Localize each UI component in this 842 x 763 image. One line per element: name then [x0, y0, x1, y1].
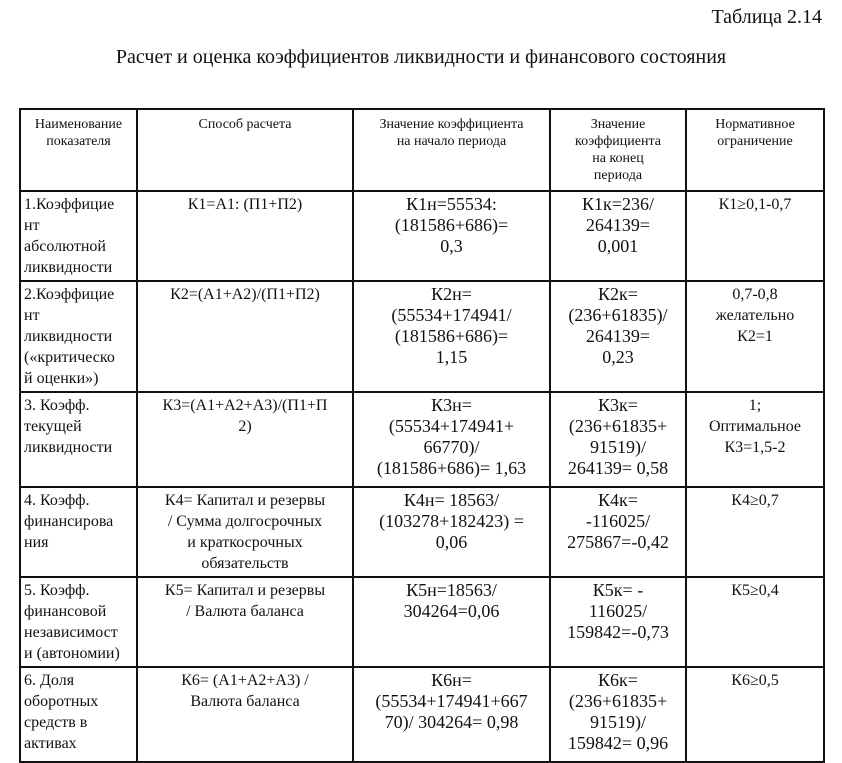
row-start-value: К2н= (55534+174941/ (181586+686)= 1,15 — [353, 281, 550, 392]
table-row — [20, 281, 824, 392]
row-norm: 0,7-0,8 желательно К2=1 — [686, 281, 824, 392]
row-end-value: К6к= (236+61835+ 91519)/ 159842= 0,96 — [550, 667, 686, 762]
table-row — [20, 667, 824, 762]
table-row — [20, 487, 824, 577]
header-method: Способ расчета — [137, 109, 353, 191]
header-end-value: Значение коэффициента на конец периода — [550, 109, 686, 191]
row-method: К5= Капитал и резервы / Валюта баланса — [137, 577, 353, 667]
header-norm: Нормативное ограничение — [686, 109, 824, 191]
row-end-value: К5к= - 116025/ 159842=-0,73 — [550, 577, 686, 667]
row-method: К1=А1: (П1+П2) — [137, 191, 353, 281]
row-start-value: К1н=55534: (181586+686)= 0,3 — [353, 191, 550, 281]
table-row — [20, 392, 824, 487]
row-start-value: К5н=18563/ 304264=0,06 — [353, 577, 550, 667]
table-title: Расчет и оценка коэффициентов ликвидности и финансового состояния — [115, 46, 727, 68]
row-end-value: К3к= (236+61835+ 91519)/ 264139= 0,58 — [550, 392, 686, 487]
row-name: 1.Коэффицие нт абсолютной ликвидности — [20, 191, 137, 281]
row-start-value: К4н= 18563/ (103278+182423) = 0,06 — [353, 487, 550, 577]
row-method: К2=(А1+А2)/(П1+П2) — [137, 281, 353, 392]
coefficients-table — [19, 108, 825, 763]
row-method: К4= Капитал и резервы / Сумма долгосрочных и краткосрочных обязательств — [137, 487, 353, 577]
row-name: 5. Коэфф. финансовой независимост и (автономии) — [20, 577, 137, 667]
table-row — [20, 577, 824, 667]
row-method: К3=(А1+А2+А3)/(П1+П 2) — [137, 392, 353, 487]
row-norm: 1; Оптимальное К3=1,5-2 — [686, 392, 824, 487]
header-start-value: Значение коэффициента на начало периода — [353, 109, 550, 191]
row-end-value: К1к=236/ 264139= 0,001 — [550, 191, 686, 281]
row-start-value: К3н= (55534+174941+ 66770)/ (181586+686)= 1,63 — [353, 392, 550, 487]
table-number: Таблица 2.14 — [711, 6, 822, 28]
row-norm: К6≥0,5 — [686, 667, 824, 762]
row-norm: К5≥0,4 — [686, 577, 824, 667]
header-name: Наименование показателя — [20, 109, 137, 191]
row-name: 6. Доля оборотных средств в активах — [20, 667, 137, 762]
row-name: 2.Коэффицие нт ликвидности («критическо й оценки») — [20, 281, 137, 392]
table-row — [20, 191, 824, 281]
row-end-value: К4к= -116025/ 275867=-0,42 — [550, 487, 686, 577]
row-name: 3. Коэфф. текущей ликвидности — [20, 392, 137, 487]
row-end-value: К2к= (236+61835)/ 264139= 0,23 — [550, 281, 686, 392]
table-header-row — [20, 109, 824, 191]
row-method: К6= (А1+А2+А3) / Валюта баланса — [137, 667, 353, 762]
row-start-value: К6н= (55534+174941+667 70)/ 304264= 0,98 — [353, 667, 550, 762]
row-norm: К4≥0,7 — [686, 487, 824, 577]
row-name: 4. Коэфф. финансирова ния — [20, 487, 137, 577]
row-norm: К1≥0,1-0,7 — [686, 191, 824, 281]
